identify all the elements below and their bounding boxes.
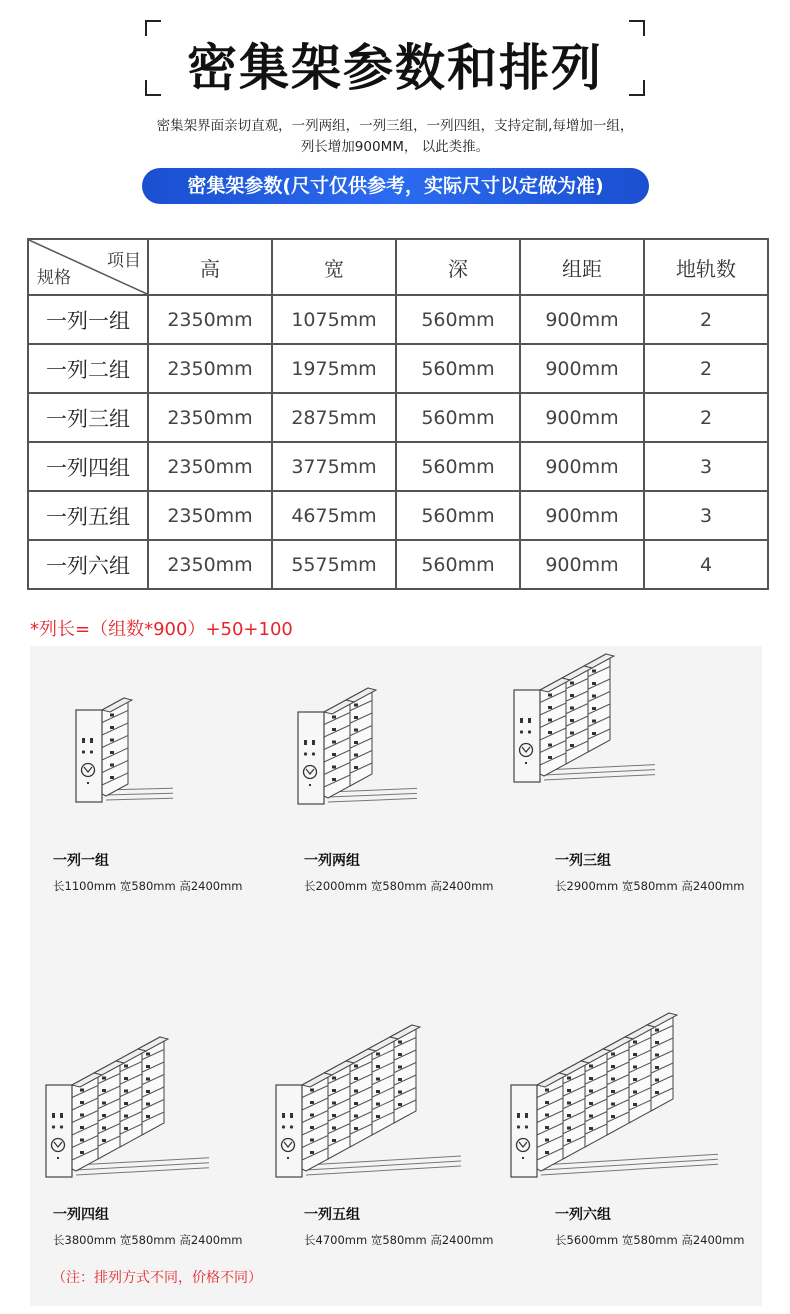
shelf-handle [592,670,596,673]
shelf-handle [354,704,358,707]
shelf-handle [570,694,574,697]
shelf-illustration-6-group [505,946,755,1191]
shelf-handle [398,1066,402,1069]
intro-text [0,116,790,158]
shelf-handle [102,1114,106,1117]
shelf-handle [376,1090,380,1093]
table-cell: 4675mm [272,491,396,540]
column-header: 组距 [520,239,644,295]
shelf-handle [332,1077,336,1080]
table-row [28,295,768,344]
panel-button [52,1113,55,1118]
gallery-item-name: 一列两组 [304,853,360,869]
table-cell: 900mm [520,540,644,589]
shelf-handle [110,739,114,742]
shelf-handle [545,1114,549,1117]
shelf-handle [354,766,358,769]
panel-dot [60,1125,63,1128]
shelf-handle [592,720,596,723]
shelf-handle [332,1139,336,1142]
table-cell: 2350mm [148,491,272,540]
floor-rail [306,1161,461,1170]
table-cell: 3 [644,491,768,540]
shelf-handle [611,1078,615,1081]
floor-rail [328,793,417,797]
shelf-handle [548,719,552,722]
table-cell: 560mm [396,393,520,442]
shelf-handle [354,1090,358,1093]
shelf-illustration-3-group [508,631,708,796]
shelf-handle [310,1114,314,1117]
panel-button [520,718,523,723]
shelf-handle [332,1127,336,1130]
end-panel [46,1085,72,1177]
shelf-handle [589,1065,593,1068]
table-cell: 560mm [396,295,520,344]
shelf-handle [567,1089,571,1092]
params-banner: 密集架参数(尺寸仅供参考，实际尺寸以定做为准) [142,168,649,204]
shelf-handle [570,682,574,685]
floor-rail [106,793,173,795]
shelf-handle [655,1066,659,1069]
gallery-item-name: 一列四组 [53,1207,109,1223]
row-label: 一列二组 [28,344,148,393]
shelf-handle [110,726,114,729]
shelf-handle [146,1065,150,1068]
table-cell: 2350mm [148,393,272,442]
shelf-handle [655,1041,659,1044]
shelf-handle [146,1115,150,1118]
shelf-handle [124,1102,128,1105]
shelf-handle [611,1053,615,1056]
shelf-handle [611,1065,615,1068]
end-panel [511,1085,537,1177]
shelf-handle [589,1090,593,1093]
gallery-item [304,850,494,894]
shelf-handle [592,707,596,710]
floor-rail [306,1166,461,1175]
gallery-item-name: 一列六组 [555,1207,611,1223]
panel-button [517,1113,520,1118]
pricing-note: （注：排列方式不同，价格不同） [52,1270,262,1286]
shelf-handle [124,1127,128,1130]
row-label: 一列四组 [28,442,148,491]
shelf-handle [592,732,596,735]
table-header-row [28,239,768,295]
panel-dot [525,1125,528,1128]
shelf-handle [611,1103,615,1106]
shelf-handle [310,1139,314,1142]
panel-dot [90,750,93,753]
shelf-handle [332,766,336,769]
shelf-handle [545,1139,549,1142]
table-cell: 900mm [520,491,644,540]
gallery-item-dims: 长4700mm 宽580mm 高2400mm [304,1233,494,1247]
shelf-handle [589,1115,593,1118]
table-cell: 2350mm [148,344,272,393]
corner-label-spec: 规格 [37,268,71,288]
floor-rail [541,1164,718,1175]
floor-rail [544,770,655,775]
shelf-handle [548,694,552,697]
gallery-item [304,1204,494,1248]
shelf-handle [567,1077,571,1080]
row-label: 一列一组 [28,295,148,344]
shelf-handle [655,1091,659,1094]
shelf-handle [633,1091,637,1094]
shelf-handle [633,1041,637,1044]
spec-table [27,238,769,590]
table-row [28,540,768,589]
table-cell: 2 [644,295,768,344]
shelf-handle [80,1139,84,1142]
panel-lock [525,762,527,764]
floor-rail [541,1159,718,1170]
shelf-handle [567,1102,571,1105]
shelf-handle [633,1078,637,1081]
shelf-handle [398,1078,402,1081]
panel-dot [282,1125,285,1128]
shelf-illustration-1-group [70,676,210,816]
shelf-handle [102,1139,106,1142]
shelf-handle [398,1091,402,1094]
shelf-handle [548,756,552,759]
panel-lock [522,1157,524,1159]
panel-button [282,1113,285,1118]
end-panel [276,1085,302,1177]
shelf-handle [146,1090,150,1093]
table-cell: 2875mm [272,393,396,442]
shelf-handle [146,1078,150,1081]
page-title: 密集架参数和排列 [187,39,603,97]
floor-rail [328,798,417,802]
shelf-handle [655,1054,659,1057]
shelf-handle [354,1077,358,1080]
shelf-handle [545,1126,549,1129]
shelf-handle [570,744,574,747]
shelf-handle [655,1079,659,1082]
shelf-handle [354,741,358,744]
shelf-handle [545,1101,549,1104]
shelf-handle [80,1101,84,1104]
shelf-handle [570,719,574,722]
corner-label-item: 项目 [107,251,141,271]
table-cell: 560mm [396,442,520,491]
panel-dot [520,730,523,733]
panel-button [312,740,315,745]
shelf-handle [102,1102,106,1105]
shelf-handle [332,716,336,719]
shelf-handle [80,1126,84,1129]
panel-dot [52,1125,55,1128]
gallery-item-name: 一列一组 [53,853,109,869]
shelf-handle [567,1139,571,1142]
gallery-item-dims: 长3800mm 宽580mm 高2400mm [53,1233,243,1247]
shelf-handle [398,1053,402,1056]
shelf-handle [611,1090,615,1093]
shelf-handle [110,751,114,754]
gallery-item-dims: 长1100mm 宽580mm 高2400mm [53,879,243,893]
shelf-handle [548,731,552,734]
length-formula: *列长=（组数*900）+50+100 [30,619,293,640]
end-panel [298,712,324,804]
shelf-handle [633,1103,637,1106]
shelf-handle [570,732,574,735]
shelf-handle [376,1053,380,1056]
table-cell: 2 [644,344,768,393]
table-cell: 4 [644,540,768,589]
table-cell: 3775mm [272,442,396,491]
shelf-handle [102,1127,106,1130]
shelf-handle [589,1077,593,1080]
shelf-handle [398,1103,402,1106]
floor-rail [544,775,655,780]
column-header: 深 [396,239,520,295]
panel-button [82,738,85,743]
panel-button [304,740,307,745]
shelf-handle [376,1115,380,1118]
shelf-handle [310,1151,314,1154]
title-frame [145,18,645,98]
shelf-handle [548,706,552,709]
shelf-handle [589,1127,593,1130]
intro-line-1: 密集架界面亲切直观，一列两组，一列三组，一列四组，支持定制,每增加一组， [156,118,634,134]
panel-dot [304,752,307,755]
shelf-handle [354,1115,358,1118]
shelf-handle [354,716,358,719]
panel-button [290,1113,293,1118]
shelf-handle [124,1077,128,1080]
gallery-item-name: 一列三组 [555,853,611,869]
corner-cell [28,239,148,295]
table-cell: 2350mm [148,295,272,344]
table-row [28,344,768,393]
shelf-illustration-4-group [40,981,240,1191]
panel-dot [82,750,85,753]
shelf-handle [548,744,552,747]
panel-button [528,718,531,723]
floor-rail [106,798,173,800]
shelf-handle [354,754,358,757]
gallery-item [555,850,745,894]
table-cell: 1075mm [272,295,396,344]
shelf-handle [545,1151,549,1154]
shelf-handle [310,1089,314,1092]
shelf-handle [110,776,114,779]
shelf-handle [567,1127,571,1130]
shelf-handle [354,1065,358,1068]
table-cell: 1975mm [272,344,396,393]
gallery-item-name: 一列五组 [304,1207,360,1223]
intro-line-2: 列长增加900MM， 以此类推。 [300,139,490,155]
gallery-item [555,1204,745,1248]
gallery-item-dims: 长2900mm 宽580mm 高2400mm [555,879,745,893]
gallery-item-dims: 长5600mm 宽580mm 高2400mm [555,1233,745,1247]
table-cell: 5575mm [272,540,396,589]
shelf-handle [376,1103,380,1106]
shelf-handle [310,1101,314,1104]
panel-lock [57,1157,59,1159]
table-cell: 2 [644,393,768,442]
shelf-handle [310,1126,314,1129]
shelf-handle [354,1102,358,1105]
table-cell: 900mm [520,344,644,393]
shelf-handle [332,1089,336,1092]
shelf-handle [398,1041,402,1044]
table-cell: 560mm [396,491,520,540]
shelf-handle [110,714,114,717]
shelf-illustration-2-group [292,658,452,818]
panel-lock [309,784,311,786]
panel-button [525,1113,528,1118]
panel-lock [87,782,89,784]
shelf-handle [376,1065,380,1068]
table-row [28,491,768,540]
table-cell: 900mm [520,393,644,442]
shelf-handle [332,1114,336,1117]
shelf-handle [633,1053,637,1056]
shelf-handle [332,1102,336,1105]
shelf-handle [80,1114,84,1117]
column-header: 地轨数 [644,239,768,295]
panel-button [90,738,93,743]
shelf-handle [633,1066,637,1069]
shelf-handle [354,1127,358,1130]
shelf-handle [124,1115,128,1118]
shelf-handle [354,729,358,732]
shelf-handle [80,1151,84,1154]
row-label: 一列三组 [28,393,148,442]
gallery-item [53,1204,243,1248]
gallery-item-dims: 长2000mm 宽580mm 高2400mm [304,879,494,893]
panel-lock [287,1157,289,1159]
table-cell: 560mm [396,344,520,393]
shelf-handle [376,1078,380,1081]
shelf-handle [611,1115,615,1118]
shelf-handle [592,682,596,685]
panel-dot [290,1125,293,1128]
shelf-handle [110,764,114,767]
shelf-handle [146,1103,150,1106]
shelf-gallery [30,646,762,1306]
shelf-handle [102,1089,106,1092]
shelf-handle [332,728,336,731]
shelf-handle [589,1102,593,1105]
panel-button [60,1113,63,1118]
shelf-handle [332,778,336,781]
shelf-handle [124,1090,128,1093]
shelf-handle [592,695,596,698]
table-cell: 3 [644,442,768,491]
column-header: 宽 [272,239,396,295]
gallery-item [53,850,243,894]
row-label: 一列五组 [28,491,148,540]
shelf-handle [570,707,574,710]
table-row [28,393,768,442]
end-panel [514,690,540,782]
table-cell: 900mm [520,295,644,344]
shelf-handle [146,1053,150,1056]
shelf-illustration-5-group [270,961,490,1191]
shelf-handle [567,1114,571,1117]
shelf-handle [124,1065,128,1068]
panel-dot [517,1125,520,1128]
panel-dot [312,752,315,755]
table-cell: 2350mm [148,442,272,491]
table-cell: 560mm [396,540,520,589]
table-cell: 900mm [520,442,644,491]
shelf-handle [102,1077,106,1080]
shelf-handle [545,1089,549,1092]
shelf-handle [332,741,336,744]
panel-dot [528,730,531,733]
end-panel [76,710,102,802]
table-cell: 2350mm [148,540,272,589]
row-label: 一列六组 [28,540,148,589]
table-row [28,442,768,491]
column-header: 高 [148,239,272,295]
shelf-handle [332,753,336,756]
shelf-handle [80,1089,84,1092]
shelf-handle [655,1029,659,1032]
